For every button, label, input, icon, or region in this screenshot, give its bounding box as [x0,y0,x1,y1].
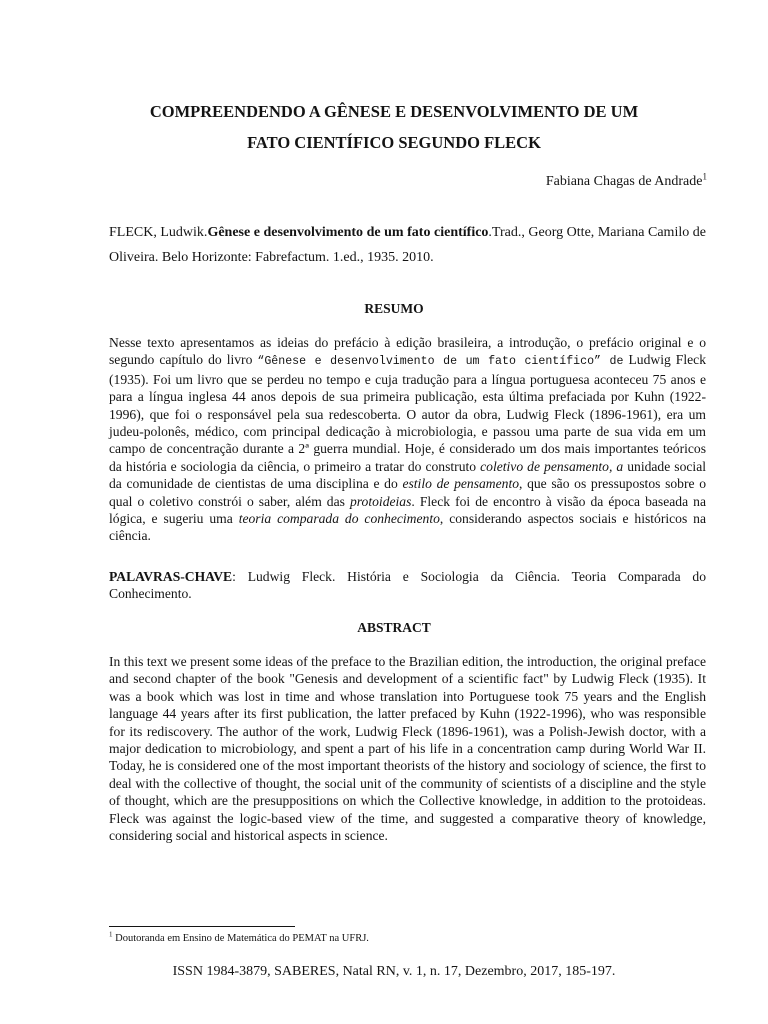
author-line [545,171,707,190]
resumo-text-2: Ludwig Fleck (1935). Foi um livro que se perdeu no tempo e cuja tradução para a língua portuguesa aconteceu 75 anos e para a língua inglesa 44 anos depois de sua primeira publicação, esta última prefaciada por Kuhn (1922-1996), que foi o responsável pela sua redescoberta. O autor da obra, Ludwig Fleck (1896-1961), era um judeu-polonês, médico, com principal dedicação à microbiologia, e passou uma parte de sua vida em um campo de concentração durante a 2ª guerra mundial. Hoje, é considerado um dos mais importantes teóricos da história e sociologia da ciência, o primeiro a tratar do construto [109,352,706,474]
resumo-heading: RESUMO [364,301,424,316]
keywords-text: : Ludwig Fleck. História e Sociologia da Ciência. Teoria Comparada do Conhecimento. [109,569,706,602]
keywords-label: PALAVRAS-CHAVE [109,569,233,584]
abstract-paragraph: In this text we present some ideas of the preface to the Brazilian edition, the introduction, the original preface and second chapter of the book "Genesis and development of a scientific fact" by Ludwig Fleck (1935). It was a book which was lost in time and whose translation into Portuguese took 75 years and the English language 44 years after its first publication, the latter prefaced by Kuhn (1922-1996), who was responsible for its rediscovery. The author of the work, Ludwig Fleck (1896-1961), was a Polish-Jewish doctor, with a major dedication to microbiology, and spent a part of his life in a concentration camp during World War II. Today, he is considered one of the most important theorists of the history and sociology of science, the first to deal with the collective of thought, the social unit of the community of scientists of a discipline and the style of thought, which are the presuppositions on which the Collective knowledge, in addition to the protoideas. Fleck was against the logic-based view of the time, and suggested a comparative theory of knowledge, considering social and historical aspects in science. [109,654,706,844]
title-line-1: COMPREENDENDO A GÊNESE E DESENVOLVIMENTO DE UM [149,102,639,121]
footnote-text: Doutoranda em Ensino de Matemática do PEMAT na UFRJ. [112,933,369,944]
resumo-book-title-mono: “Gênese e desenvolvimento de um fato científico” de [257,355,624,369]
author-footnote-mark: 1 [702,171,707,182]
keywords-paragraph [109,568,706,603]
resumo-text-1: Nesse texto apresentamos as ideias do prefácio à edição brasileira, a introdução, o prefácio original e o segundo capítulo do livro [109,335,706,368]
page-footer: ISSN 1984-3879, SABERES, Natal RN, v. 1, n. 17, Dezembro, 2017, 185-197. [172,964,616,979]
resumo-paragraph [109,334,706,545]
resumo-term-teoria: teoria comparada do conhecimento [238,511,440,527]
reference-prefix: FLECK, Ludwik. [109,225,208,240]
resumo-text-3: unidade social da comunidade de cientistas de uma disciplina e do [109,458,707,492]
resumo-text-6: , considerando aspectos sociais e históricos na ciência. [109,511,706,544]
footnote-divider [109,926,295,927]
abstract-heading: ABSTRACT [357,620,431,635]
reference-details: .Trad., Georg Otte, Mariana Camilo de Oliveira. Belo Horizonte: Fabrefactum. 1.ed., 1935. 2010. [109,225,706,265]
resumo-term-estilo: estilo de pensamento [402,476,520,492]
resumo-term-protoideias: protoideias [349,493,412,509]
author-name: Fabiana Chagas de Andrade [545,174,703,189]
reference-book-title: Gênese e desenvolvimento de um fato científico [207,225,489,240]
footnote [109,930,369,944]
resumo-text-5: . Fleck foi de encontro à visão da época baseada na lógica, e sugeriu uma [109,493,706,527]
title-line-2: FATO CIENTÍFICO SEGUNDO FLECK [247,133,541,152]
resumo-text-4: , que são os pressupostos sobre o qual o coletivo constrói o saber, além das [109,476,707,509]
resumo-term-coletivo: coletivo de pensamento, a [480,458,624,474]
footnote-mark: 1 [109,930,113,939]
book-reference [109,220,706,270]
